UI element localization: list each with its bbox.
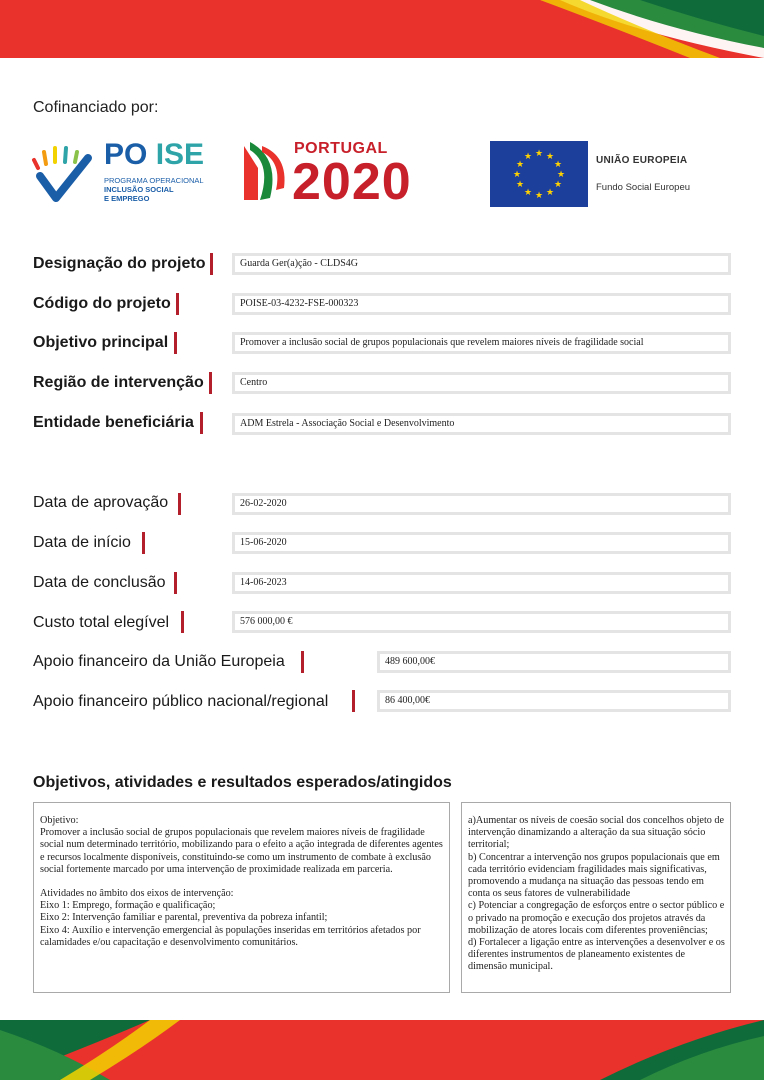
label-data-conclusao: Data de conclusão [33,574,166,591]
results-text: a)Aumentar os níveis de coesão social dos concelhos objeto de intervenção dinamizando a alteração da sua situação sócio territorial; b) Concentrar a intervenção nos grupos populacionais que em cada território evidenciam fragilidades mais significativas, promovendo a mudança na situação das pessoas tendo em conta os seus fatores de vulnerabilidade c) Potenciar a congregação de esforços entre o sector público e o privado na promoção e execução dos projetos através da mobilização de atores locais com diferentes proveniências; d) Fortalecer a ligação entre as intervenções a desenvolver e os diferentes instrumentos de planeamento existentes de dimensão municipal. [468,815,725,973]
svg-text:★: ★ [553,180,563,190]
label-entidade: Entidade beneficiária [33,414,194,431]
activities-text: Atividades no âmbito dos eixos de intervenção: Eixo 1: Emprego, formação e qualificação; Eixo 2: Intervenção familiar e parental, preventiva da pobreza infantil; Eixo 4: Auxílio e intervenção emergencial às populações inseridas em territórios afetados por calamidades e/ou capacitação e desenvolvimento comunitários. [40,888,421,948]
label-regiao: Região de intervenção [33,374,204,391]
label-objetivo: Objetivo principal [33,334,169,351]
field-apoio-nacional: 86 400,00€ [377,690,731,712]
objectives-left-box [33,802,450,993]
label-marker [181,611,184,633]
field-data-conclusao: 14-06-2023 [232,572,731,594]
label-marker [200,412,203,434]
label-apoio-ue: Apoio financeiro da União Europeia [33,653,285,670]
svg-text:★: ★ [515,160,525,170]
label-marker [174,332,177,354]
svg-text:★: ★ [545,152,555,162]
svg-text:★: ★ [512,170,522,180]
field-designacao: Guarda Ger(a)ção - CLDS4G [232,253,731,275]
svg-text:★: ★ [545,188,555,198]
field-entidade: ADM Estrela - Associação Social e Desenvolvimento [232,413,731,435]
svg-text:★: ★ [556,170,566,180]
field-data-aprovacao: 26-02-2020 [232,493,731,515]
field-codigo: POISE-03-4232-FSE-000323 [232,293,731,315]
field-regiao: Centro [232,372,731,394]
field-objetivo: Promover a inclusão social de grupos populacionais que revelem maiores níveis de fragilidade social [232,332,731,354]
eu-logo [490,141,730,209]
cofinanced-by-label: Cofinanciado por: [33,99,159,116]
portugal-year: 2020 [292,153,412,211]
svg-text:★: ★ [515,180,525,190]
label-marker [142,532,145,554]
poise-subtitle: PROGRAMA OPERACIONAL INCLUSÃO SOCIAL E EMPREGO [104,176,204,203]
field-custo-total: 576 000,00 € [232,611,731,633]
field-apoio-ue: 489 600,00€ [377,651,731,673]
eu-flag-icon [490,141,588,207]
poise-symbol-icon [30,140,94,208]
label-marker [210,253,213,275]
label-marker [176,293,179,315]
label-marker [174,572,177,594]
label-designacao: Designação do projeto [33,255,206,272]
label-marker [178,493,181,515]
svg-text:★: ★ [523,152,533,162]
portugal-2020-logo [240,138,460,213]
label-custo-total: Custo total elegível [33,614,170,631]
label-marker [352,690,355,712]
label-data-aprovacao: Data de aprovação [33,494,169,511]
label-apoio-nacional: Apoio financeiro público nacional/regional [33,693,329,710]
svg-text:★: ★ [534,191,544,201]
top-decorative-band [0,0,764,58]
portugal-word: PORTUGAL [294,140,388,157]
bottom-decorative-band [0,1020,764,1080]
svg-text:★: ★ [523,188,533,198]
label-marker [301,651,304,673]
portugal-emblem-icon [240,138,292,204]
svg-text:★: ★ [534,149,544,159]
label-marker [209,372,212,394]
objectives-section-title: Objetivos, atividades e resultados esperados/atingidos [33,774,452,791]
poise-logo [30,140,215,210]
eu-title: UNIÃO EUROPEIA [596,155,688,166]
objective-text: Objetivo: Promover a inclusão social de grupos populacionais que revelem maiores níveis de fragilidade social num determinado território, mobilizando para o efeito a ação integrada de diferentes agentes e recursos localmente disponíveis, constituindo-se como um instrumento de combate à exclusão social fortemente marcado por uma intervenção de proximidade realizada em parceria. [40,815,443,875]
label-data-inicio: Data de início [33,534,131,551]
field-data-inicio: 15-06-2020 [232,532,731,554]
objectives-right-box [461,802,731,993]
eu-subtitle: Fundo Social Europeu [596,182,691,193]
svg-text:★: ★ [553,160,563,170]
poise-title: PO ISE [104,138,205,171]
label-codigo: Código do projeto [33,295,171,312]
